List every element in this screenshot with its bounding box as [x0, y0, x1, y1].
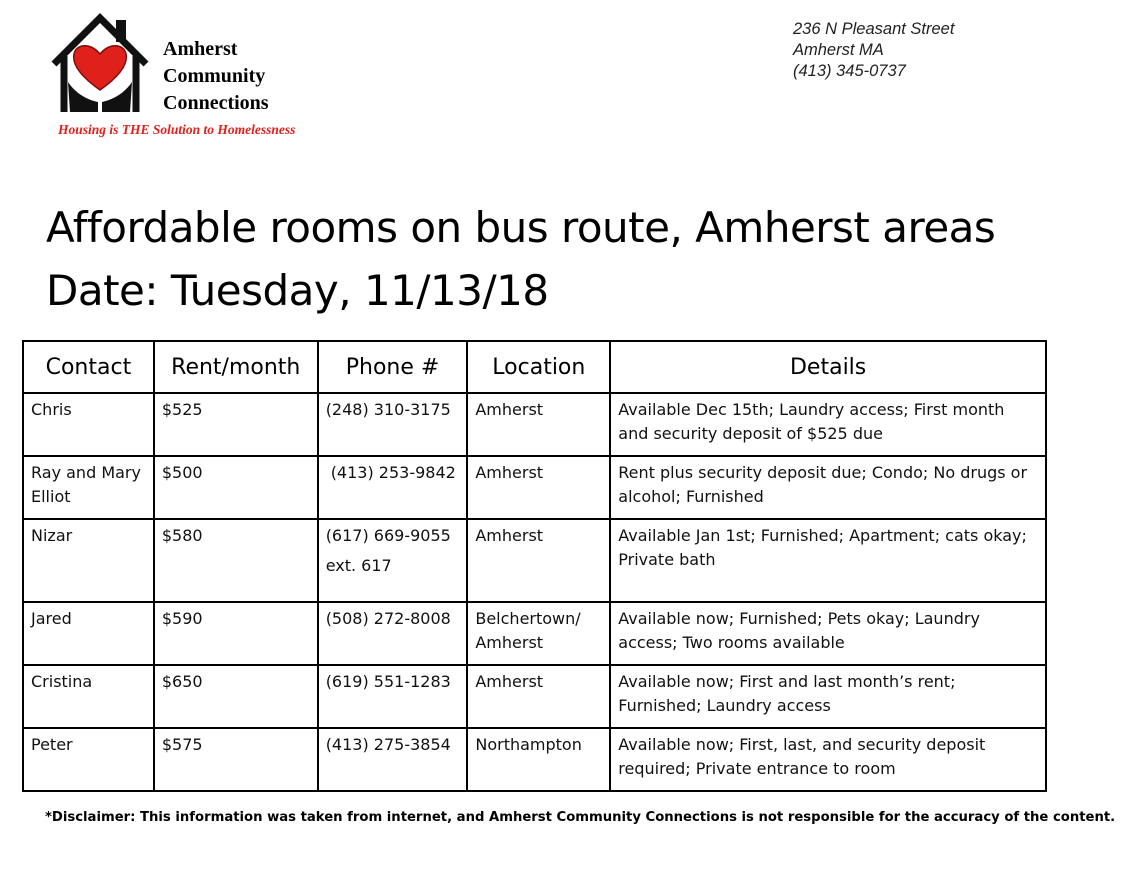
- cell-details: Available Dec 15th; Laundry access; First month and security deposit of $525 due: [610, 393, 1046, 456]
- address-street: 236 N Pleasant Street: [793, 20, 955, 38]
- cell-location: Belchertown/ Amherst: [467, 602, 610, 665]
- table-row: [23, 728, 1046, 791]
- cell-location: Northampton: [467, 728, 610, 791]
- cell-details: Rent plus security deposit due; Condo; No drugs or alcohol; Furnished: [610, 456, 1046, 519]
- cell-contact: Ray and Mary Elliot: [23, 456, 154, 519]
- table-row: [23, 665, 1046, 728]
- cell-contact: Cristina: [23, 665, 154, 728]
- cell-rent: $650: [154, 665, 318, 728]
- cell-contact: Jared: [23, 602, 154, 665]
- cell-rent: $575: [154, 728, 318, 791]
- cell-location: Amherst: [467, 456, 610, 519]
- table-row: [23, 393, 1046, 456]
- org-name-line1: Amherst: [163, 38, 238, 60]
- cell-rent: $590: [154, 602, 318, 665]
- cell-phone: (413) 253-9842: [318, 456, 468, 519]
- cell-contact: Chris: [23, 393, 154, 456]
- house-heart-hands-icon: [50, 12, 150, 117]
- org-logo: [50, 8, 360, 143]
- org-address: [793, 19, 954, 82]
- cell-phone: (508) 272-8008: [318, 602, 468, 665]
- org-tagline: Housing is THE Solution to Homelessness: [58, 122, 296, 137]
- table-row: [23, 456, 1046, 519]
- address-city: Amherst MA: [793, 41, 884, 59]
- org-name: [163, 36, 269, 117]
- page-title: [46, 196, 995, 322]
- table-header-row: [23, 341, 1046, 393]
- cell-phone: (413) 275-3854: [318, 728, 468, 791]
- cell-details: Available now; Furnished; Pets okay; Laundry access; Two rooms available: [610, 602, 1046, 665]
- cell-location: Amherst: [467, 519, 610, 602]
- cell-phone: (248) 310-3175: [318, 393, 468, 456]
- header-phone: Phone #: [318, 341, 468, 393]
- listings-table: [22, 340, 1047, 792]
- header-rent: Rent/month: [154, 341, 318, 393]
- cell-contact: Peter: [23, 728, 154, 791]
- cell-details: Available now; First and last month’s rent; Furnished; Laundry access: [610, 665, 1046, 728]
- phone-number: (617) 669-9055: [325, 526, 451, 545]
- cell-details: Available now; First, last, and security deposit required; Private entrance to room: [610, 728, 1046, 791]
- cell-rent: $500: [154, 456, 318, 519]
- cell-phone: (619) 551-1283: [318, 665, 468, 728]
- address-phone: (413) 345-0737: [793, 62, 906, 80]
- cell-rent: $580: [154, 519, 318, 602]
- cell-phone: [318, 519, 468, 602]
- header-contact: Contact: [23, 341, 154, 393]
- title-date: Date: Tuesday, 11/13/18: [46, 266, 549, 315]
- disclaimer: *Disclaimer: This information was taken from internet, and Amherst Community Connections is not responsible for the accuracy of the content.: [45, 810, 1116, 825]
- cell-location: Amherst: [467, 393, 610, 456]
- org-name-line3: Connections: [163, 92, 269, 114]
- title-line1: Affordable rooms on bus route, Amherst areas: [46, 203, 996, 252]
- header-location: Location: [467, 341, 610, 393]
- header-details: Details: [610, 341, 1046, 393]
- cell-contact: Nizar: [23, 519, 154, 602]
- org-name-line2: Community: [163, 65, 266, 87]
- phone-extension: ext. 617: [325, 556, 392, 575]
- table-row: [23, 602, 1046, 665]
- cell-rent: $525: [154, 393, 318, 456]
- cell-details: Available Jan 1st; Furnished; Apartment; cats okay; Private bath: [610, 519, 1046, 602]
- table-row: [23, 519, 1046, 602]
- cell-location: Amherst: [467, 665, 610, 728]
